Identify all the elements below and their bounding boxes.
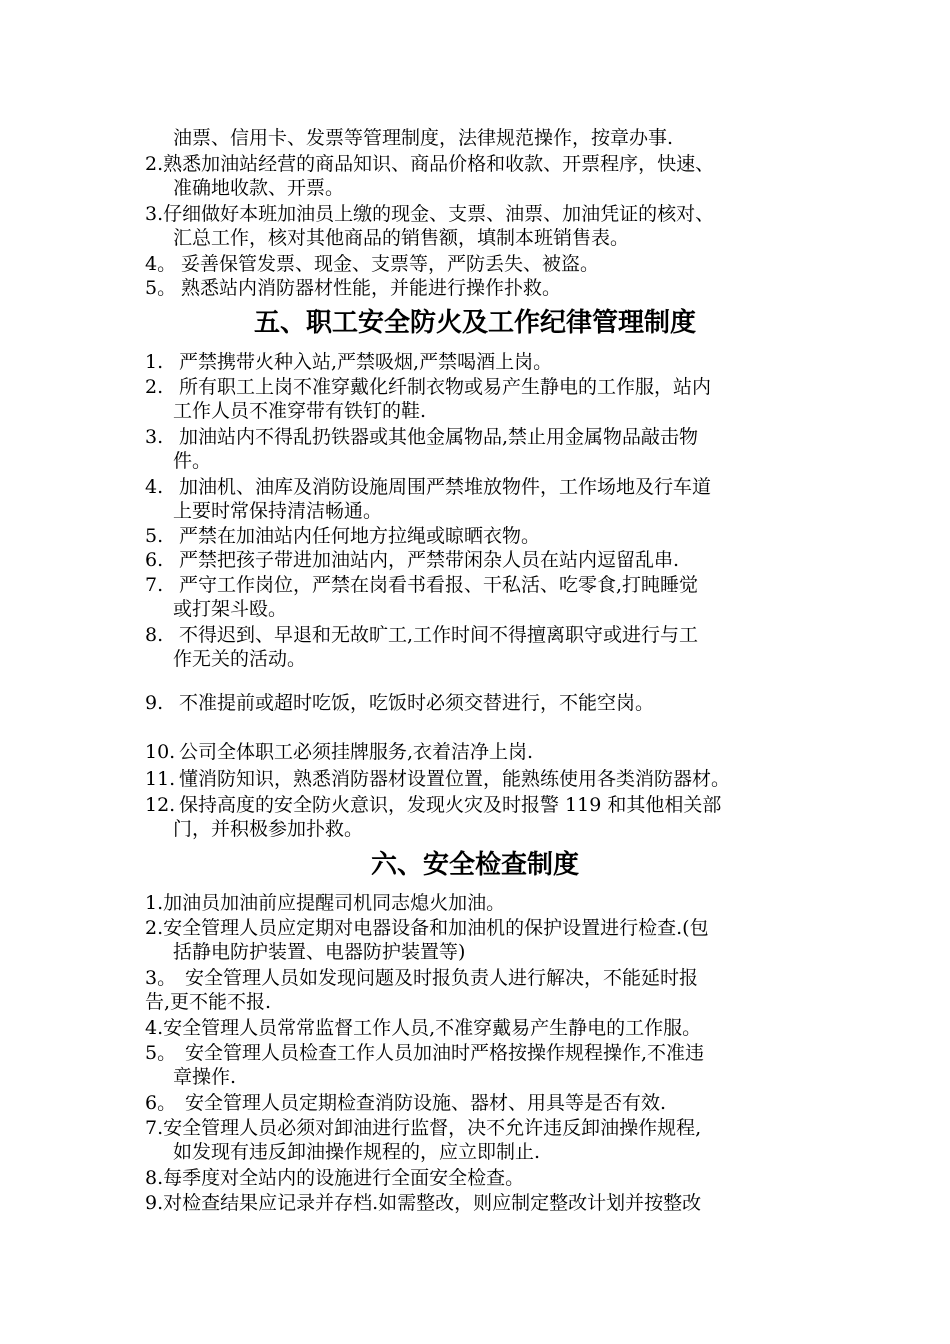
list-item — [145, 966, 698, 990]
list-item — [145, 276, 561, 300]
list-item — [145, 740, 533, 764]
item-text: 安全管理人员必须对卸油进行监督，决不允许违反卸油操作规程, — [163, 1117, 702, 1139]
list-item — [145, 623, 698, 647]
item-text: 安全管理人员定期检查消防设施、器材、用具等是否有效. — [185, 1092, 667, 1114]
item-text: 加油站内不得乱扔铁器或其他金属物品,禁止用金属物品敲击物 — [179, 426, 699, 448]
item-continuation: 如发现有违反卸油操作规程的，应立即制止. — [173, 1141, 541, 1163]
list-item — [145, 1166, 524, 1190]
item-number: 2. — [145, 376, 164, 398]
item-text: 懂消防知识，熟悉消防器材设置位置，能熟练使用各类消防器材。 — [179, 768, 731, 790]
item-number: 4. — [145, 1017, 164, 1039]
item-text: 保持高度的安全防火意识，发现火灾及时报警 119 和其他相关部 — [179, 794, 722, 816]
item-text: 仔细做好本班加油员上缴的现金、支票、油票、加油凭证的核对、 — [163, 203, 715, 225]
list-item — [145, 691, 654, 715]
item-text: 对检查结果应记录并存档.如需整改，则应制定整改计划并按整改 — [163, 1192, 702, 1214]
item-number: 2. — [145, 153, 164, 175]
list-item — [145, 252, 599, 276]
item-continuation: 或打架斗殴。 — [173, 598, 288, 620]
item-number: 5。 — [145, 1042, 177, 1064]
item-number: 10. — [145, 741, 176, 763]
item-text: 加油机、油库及消防设施周围严禁堆放物件，工作场地及行车道 — [179, 476, 712, 498]
item-number: 4。 — [145, 253, 177, 275]
item-number: 7. — [145, 1117, 164, 1139]
item-number: 2. — [145, 917, 164, 939]
item-text: 熟悉站内消防器材性能，并能进行操作扑救。 — [181, 277, 562, 299]
item-text: 严禁携带火种入站,严禁吸烟,严禁喝酒上岗。 — [179, 351, 553, 373]
item-text: 安全管理人员检查工作人员加油时严格按操作规程操作,不准违 — [185, 1042, 705, 1064]
item-continuation: 告,更不能不报. — [145, 991, 272, 1013]
list-item — [145, 475, 711, 499]
item-number: 9. — [145, 1192, 164, 1214]
section-title-5: 五、职工安全防火及工作纪律管理制度 — [253, 308, 696, 338]
item-text: 安全管理人员如发现问题及时报负责人进行解决，不能延时报 — [185, 967, 699, 989]
list-item — [145, 793, 721, 817]
list-item — [145, 1016, 701, 1040]
list-item — [145, 916, 709, 940]
item-text: 每季度对全站内的设施进行全面安全检查。 — [163, 1167, 525, 1189]
item-text: 严禁在加油站内任何地方拉绳或晾晒衣物。 — [179, 525, 541, 547]
item-number: 6。 — [145, 1092, 177, 1114]
item-continuation: 件。 — [173, 450, 212, 472]
continuation-line: 油票、信用卡、发票等管理制度，法律规范操作，按章办事. — [173, 127, 674, 149]
list-item — [145, 425, 698, 449]
item-continuation: 括静电防护装置、电器防护装置等) — [173, 941, 466, 963]
item-continuation: 上要时常保持清洁畅通。 — [173, 500, 383, 522]
item-text: 公司全体职工必须挂牌服务,衣着洁净上岗. — [179, 741, 534, 763]
item-number: 3. — [145, 203, 164, 225]
section-title-6: 六、安全检查制度 — [370, 850, 579, 880]
list-item — [145, 152, 714, 176]
item-number: 11. — [145, 768, 176, 790]
item-continuation: 章操作. — [173, 1066, 237, 1088]
item-text: 严守工作岗位，严禁在岗看书看报、干私活、吃零食,打盹睡觉 — [179, 574, 699, 596]
item-text: 不得迟到、早退和无故旷工,工作时间不得擅离职守或进行与工 — [179, 624, 699, 646]
item-text: 加油员加油前应提醒司机同志熄火加油。 — [163, 892, 506, 914]
item-number: 3. — [145, 426, 164, 448]
list-item — [145, 350, 552, 374]
item-number: 6. — [145, 549, 164, 571]
list-item — [145, 1041, 704, 1065]
item-text: 熟悉加油站经营的商品知识、商品价格和收款、开票程序，快速、 — [163, 153, 715, 175]
list-item — [145, 1091, 666, 1115]
item-text: 不准提前或超时吃饭，吃饭时必须交替进行，不能空岗。 — [179, 692, 655, 714]
list-item — [145, 202, 714, 226]
item-number: 8. — [145, 624, 164, 646]
item-number: 12. — [145, 794, 176, 816]
item-number: 1. — [145, 892, 164, 914]
item-continuation: 门，并积极参加扑救。 — [173, 818, 364, 840]
item-number: 5。 — [145, 277, 177, 299]
item-number: 1. — [145, 351, 164, 373]
item-number: 4. — [145, 476, 164, 498]
list-item — [145, 524, 540, 548]
item-continuation: 工作人员不准穿带有铁钉的鞋. — [173, 400, 427, 422]
item-continuation: 准确地收款、开票。 — [173, 177, 345, 199]
list-item — [145, 548, 679, 572]
list-item — [145, 1191, 701, 1215]
item-text: 安全管理人员应定期对电器设备和加油机的保护设置进行检查.(包 — [163, 917, 709, 939]
item-number: 8. — [145, 1167, 164, 1189]
item-number: 5. — [145, 525, 164, 547]
list-item — [145, 573, 698, 597]
item-continuation: 作无关的活动。 — [173, 648, 307, 670]
item-number: 7. — [145, 574, 164, 596]
item-text: 安全管理人员常常监督工作人员,不准穿戴易产生静电的工作服。 — [163, 1017, 702, 1039]
item-text: 妥善保管发票、现金、支票等，严防丢失、被盗。 — [181, 253, 600, 275]
item-text: 所有职工上岗不准穿戴化纤制衣物或易产生静电的工作服，站内 — [179, 376, 712, 398]
item-continuation: 汇总工作，核对其他商品的销售额，填制本班销售表。 — [173, 227, 630, 249]
item-number: 3。 — [145, 967, 177, 989]
list-item — [145, 767, 730, 791]
item-text: 严禁把孩子带进加油站内，严禁带闲杂人员在站内逗留乱串. — [179, 549, 680, 571]
list-item — [145, 1116, 701, 1140]
item-number: 9. — [145, 692, 164, 714]
list-item — [145, 891, 505, 915]
list-item — [145, 375, 711, 399]
